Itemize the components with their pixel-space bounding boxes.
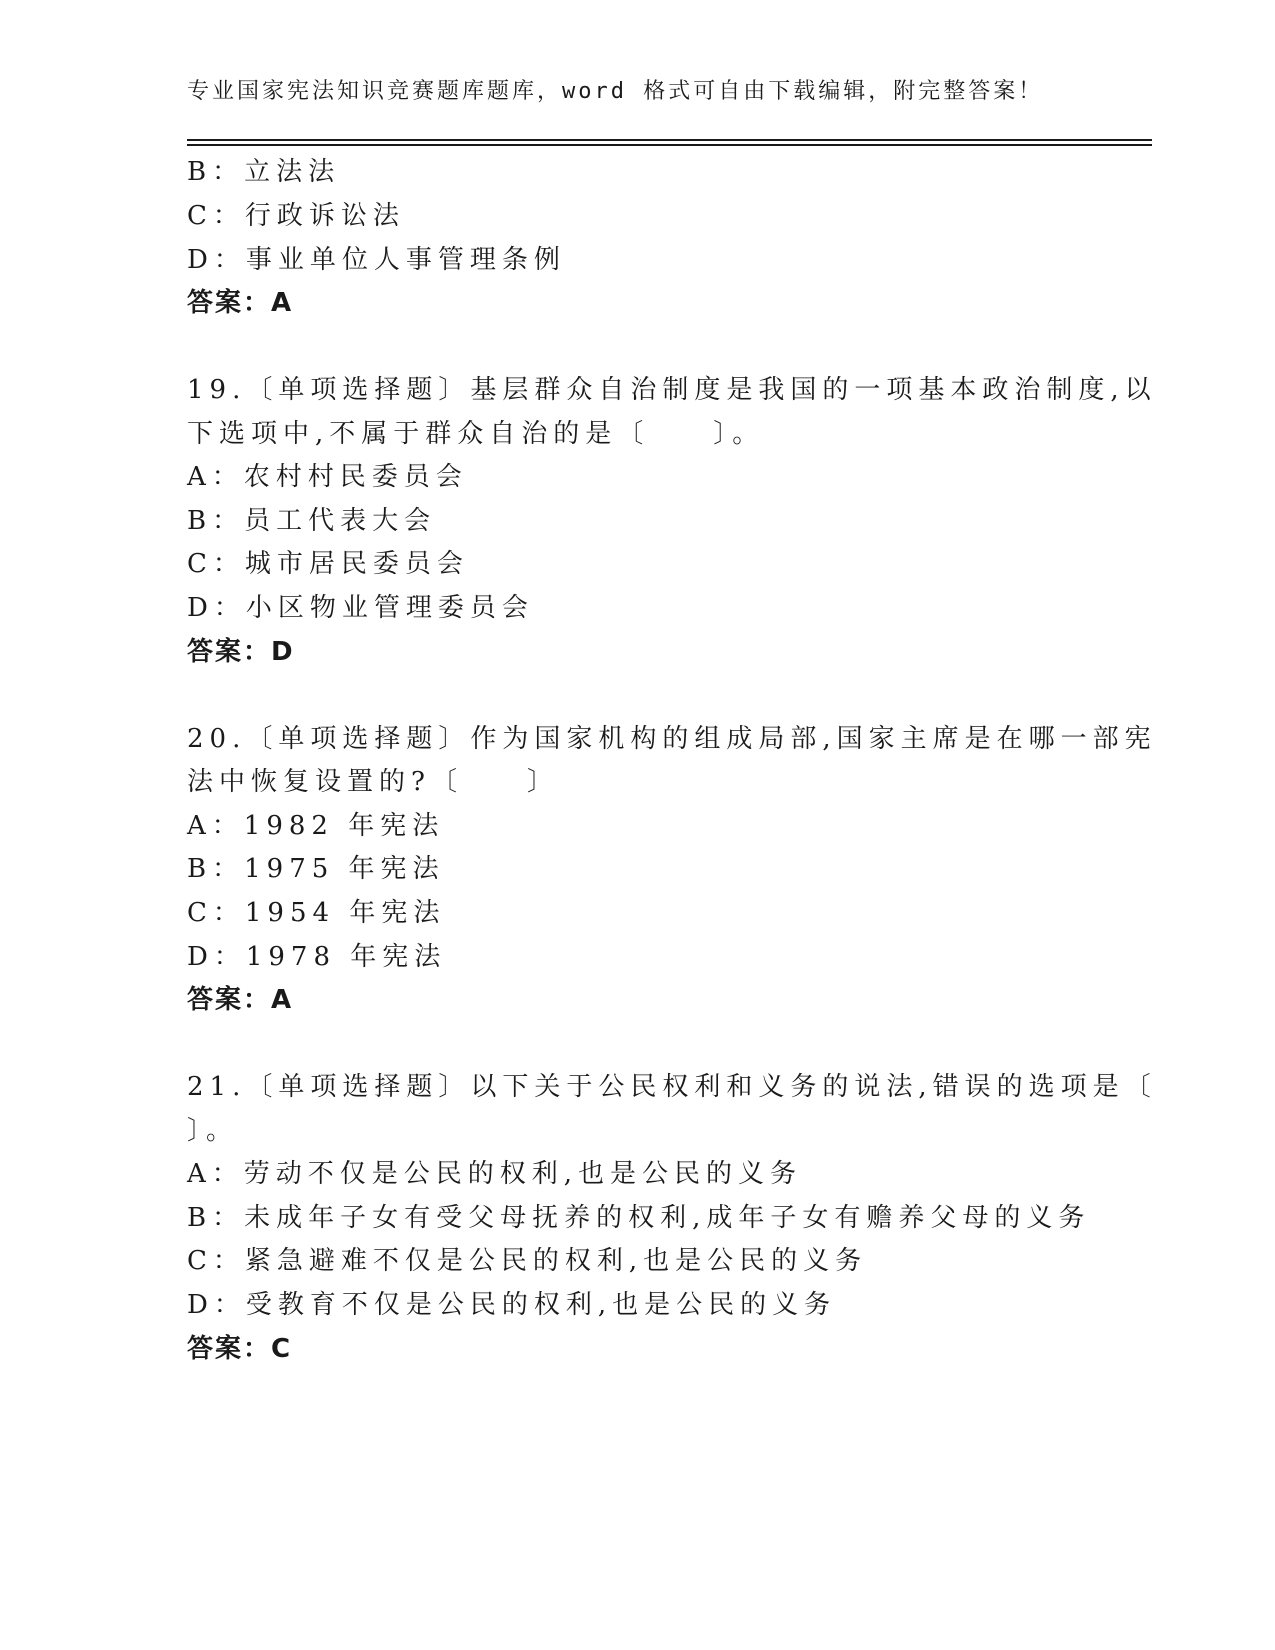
answer: 答案：A	[187, 985, 294, 1015]
option-a: A：1982 年宪法	[187, 811, 445, 841]
answer: 答案：A	[187, 288, 294, 318]
answer: 答案：D	[187, 637, 295, 667]
answer: 答案：C	[187, 1334, 293, 1364]
question-21-stem-cont: 〕。	[187, 1116, 239, 1146]
option-b: B：员工代表大会	[187, 506, 437, 536]
option-d: D：小区物业管理委员会	[187, 593, 534, 623]
header-rule-top	[187, 139, 1152, 141]
option-c: C：行政诉讼法	[187, 201, 405, 231]
question-21-stem: 21.〔单项选择题〕以下关于公民权利和义务的说法,错误的选项是〔	[187, 1072, 1157, 1102]
option-a: A：农村村民委员会	[187, 462, 468, 492]
option-d: D：受教育不仅是公民的权利,也是公民的义务	[187, 1290, 837, 1320]
question-19-stem: 19.〔单项选择题〕基层群众自治制度是我国的一项基本政治制度,以	[187, 375, 1157, 405]
question-19-stem-cont: 下选项中,不属于群众自治的是〔 〕。	[187, 419, 765, 449]
option-b: B：1975 年宪法	[187, 854, 445, 884]
option-d: D：1978 年宪法	[187, 942, 447, 972]
option-c: C：1954 年宪法	[187, 898, 446, 928]
question-20-stem: 20.〔单项选择题〕作为国家机构的组成局部,国家主席是在哪一部宪	[187, 724, 1157, 754]
option-d: D：事业单位人事管理条例	[187, 245, 566, 275]
option-c: C：紧急避难不仅是公民的权利,也是公民的义务	[187, 1246, 868, 1276]
page-header: 专业国家宪法知识竞赛题库题库，word 格式可自由下载编辑，附完整答案！	[187, 79, 1044, 104]
option-c: C：城市居民委员会	[187, 549, 469, 579]
header-rule-bottom	[187, 144, 1152, 146]
question-20-stem-cont: 法中恢复设置的?〔 〕	[187, 767, 559, 797]
option-b: B：立法法	[187, 157, 341, 187]
option-b: B：未成年子女有受父母抚养的权利,成年子女有赡养父母的义务	[187, 1203, 1091, 1233]
option-a: A：劳动不仅是公民的权利,也是公民的义务	[187, 1159, 803, 1189]
